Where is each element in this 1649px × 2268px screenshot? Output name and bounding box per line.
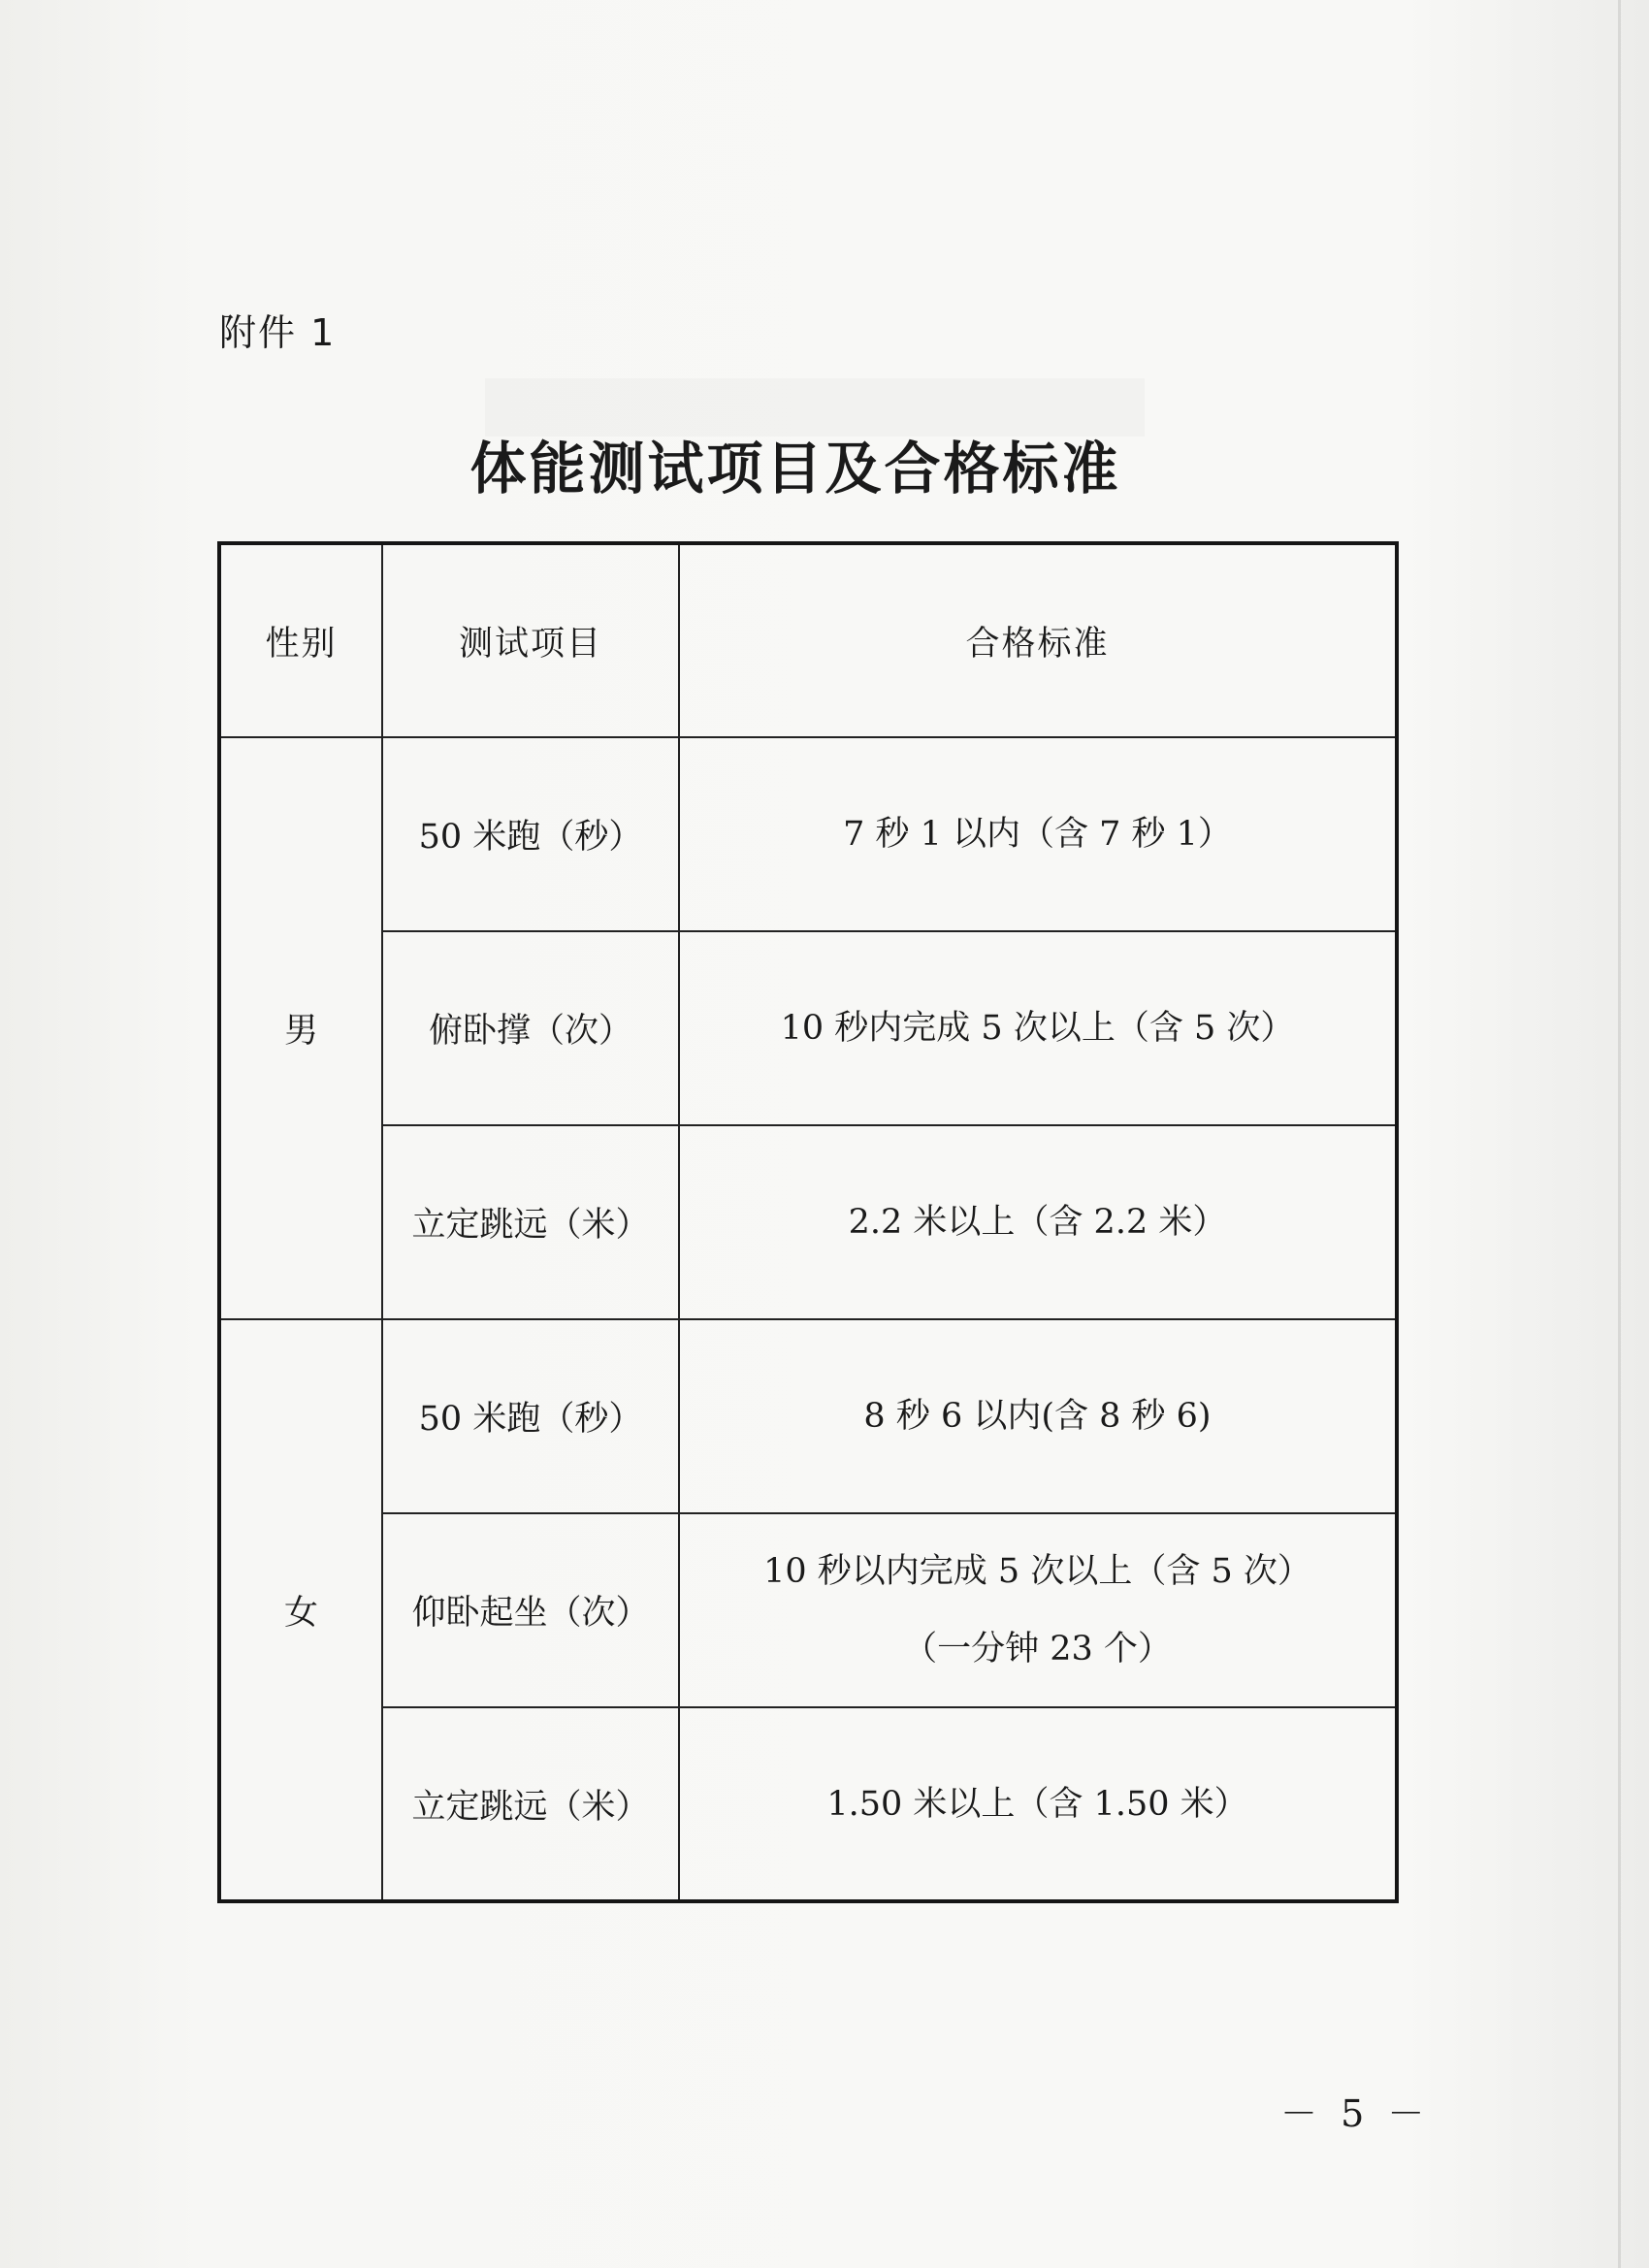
table-row bbox=[219, 1513, 1397, 1707]
document-title: 体能测试项目及合格标准 bbox=[469, 436, 1121, 502]
table-row bbox=[219, 931, 1397, 1125]
table-row bbox=[219, 737, 1397, 931]
table-row bbox=[219, 1707, 1397, 1901]
standard-line: 10 秒以内完成 5 次以上（含 5 次） bbox=[763, 1552, 1311, 1591]
item-cell: 50 米跑（秒） bbox=[382, 737, 679, 931]
page-number: － 5 － bbox=[1280, 2092, 1431, 2135]
standard-cell bbox=[679, 1125, 1397, 1319]
item-cell: 50 米跑（秒） bbox=[382, 1319, 679, 1513]
item-cell: 俯卧撑（次） bbox=[382, 931, 679, 1125]
table-row bbox=[219, 1319, 1397, 1513]
standard-line: 2.2 米以上（含 2.2 米） bbox=[848, 1203, 1227, 1242]
standard-cell bbox=[679, 1319, 1397, 1513]
item-cell: 立定跳远（米） bbox=[382, 1707, 679, 1901]
standard-line: 1.50 米以上（含 1.50 米） bbox=[826, 1784, 1248, 1824]
standard-cell bbox=[679, 931, 1397, 1125]
header-standard: 合格标准 bbox=[679, 543, 1397, 737]
standard-cell bbox=[679, 1513, 1397, 1707]
gender-cell-male: 男 bbox=[219, 737, 382, 1319]
standard-line: 10 秒内完成 5 次以上（含 5 次） bbox=[780, 1009, 1295, 1048]
standard-line: 8 秒 6 以内(含 8 秒 6) bbox=[863, 1397, 1212, 1436]
item-cell: 立定跳远（米） bbox=[382, 1125, 679, 1319]
standard-cell bbox=[679, 1707, 1397, 1901]
header-item: 测试项目 bbox=[382, 543, 679, 737]
standard-line: （一分钟 23 个） bbox=[903, 1630, 1172, 1669]
standard-line: 7 秒 1 以内（含 7 秒 1） bbox=[843, 815, 1232, 854]
attachment-label: 附件 1 bbox=[219, 311, 337, 354]
header-gender: 性别 bbox=[219, 543, 382, 737]
table-row bbox=[219, 1125, 1397, 1319]
gender-cell-female: 女 bbox=[219, 1319, 382, 1901]
standards-table bbox=[217, 541, 1399, 1903]
item-cell: 仰卧起坐（次） bbox=[382, 1513, 679, 1707]
page-edge bbox=[1618, 0, 1621, 2268]
standard-cell bbox=[679, 737, 1397, 931]
table-header-row bbox=[219, 543, 1397, 737]
